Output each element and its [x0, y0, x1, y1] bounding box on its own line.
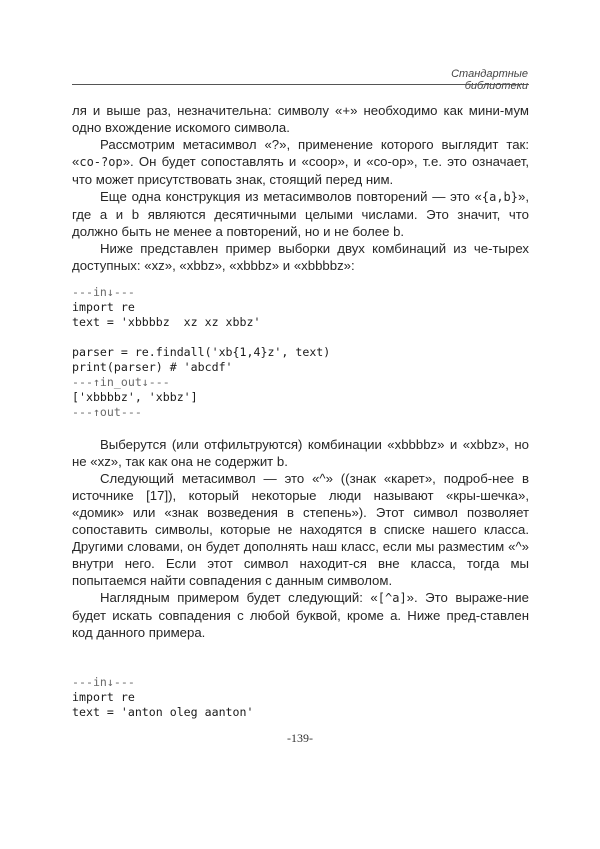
- code-line: ['xbbbbz', 'xbbz']: [72, 390, 198, 404]
- paragraph: Ниже представлен пример выборки двух комбинаций из че-тырех доступных: «xz», «xbbz», «xbbbz» и «xbbbbz»:: [72, 241, 529, 273]
- paragraph: Рассмотрим метасимвол «?», применение которого выглядит так: «co-?op». Он будет сопоставлять и «coop», и «co-op», т.е. это означает, что может присутствовать знак, стоящий перед ним.: [72, 137, 529, 187]
- code-line: ---↑in_out↓---: [72, 375, 170, 389]
- code-line: text = 'xbbbbz xz xz xbbz': [72, 315, 261, 329]
- paragraph: Наглядным примером будет следующий: «[^a]». Это выраже-ние будет искать совпадения с любой буквой, кроме a. Ниже пред-ставлен код данного примера.: [72, 590, 530, 640]
- code-block-1: [72, 285, 529, 420]
- code-block-2: [72, 675, 529, 720]
- code-line: ---in↓---: [72, 285, 135, 299]
- text-block-2: [72, 436, 529, 641]
- code-line: text = 'anton oleg aanton': [72, 705, 254, 719]
- paragraph: Еще одна конструкция из метасимволов повторений — это «{a,b}», где a и b являются десятичными целыми числами. Это значит, что должно быть не менее a повторений, но и не более b.: [72, 189, 529, 239]
- page-number: -139-: [287, 731, 313, 745]
- code-line: ---↑out---: [72, 405, 142, 419]
- text-block-1: [72, 102, 529, 274]
- header-rule: [72, 84, 529, 85]
- code-line: import re: [72, 300, 135, 314]
- code-line: ---in↓---: [72, 675, 135, 689]
- paragraph: Следующий метасимвол — это «^» ((знак «карет», подроб-нее в источнике [17]), который некоторые люди называют «кры-шечка», «домик» или «знак возведения в степень»). Этот символ позволяет сопоставить символы, которые не находятся в списке нашего класса. Другими словами, он будет дополнять наш класс, если мы разместим «^» внутри него. Если этот символ находит-ся вне класса, тогда мы попытаемся найти совпадения с данным символом.: [72, 471, 529, 588]
- paragraph: Выберутся (или отфильтруются) комбинации «xbbbbz» и «xbbz», но не «xz», так как она не содержит b.: [72, 437, 529, 469]
- code-line: print(parser) # 'abcdf': [72, 360, 233, 374]
- code-line: parser = re.findall('xb{1,4}z', text): [72, 345, 331, 359]
- code-line: import re: [72, 690, 135, 704]
- running-header: Стандартные библиотеки: [451, 68, 528, 92]
- paragraph: ля и выше раз, незначительна: символу «+» необходимо как мини-мум одно вхождение искомого символа.: [72, 103, 529, 135]
